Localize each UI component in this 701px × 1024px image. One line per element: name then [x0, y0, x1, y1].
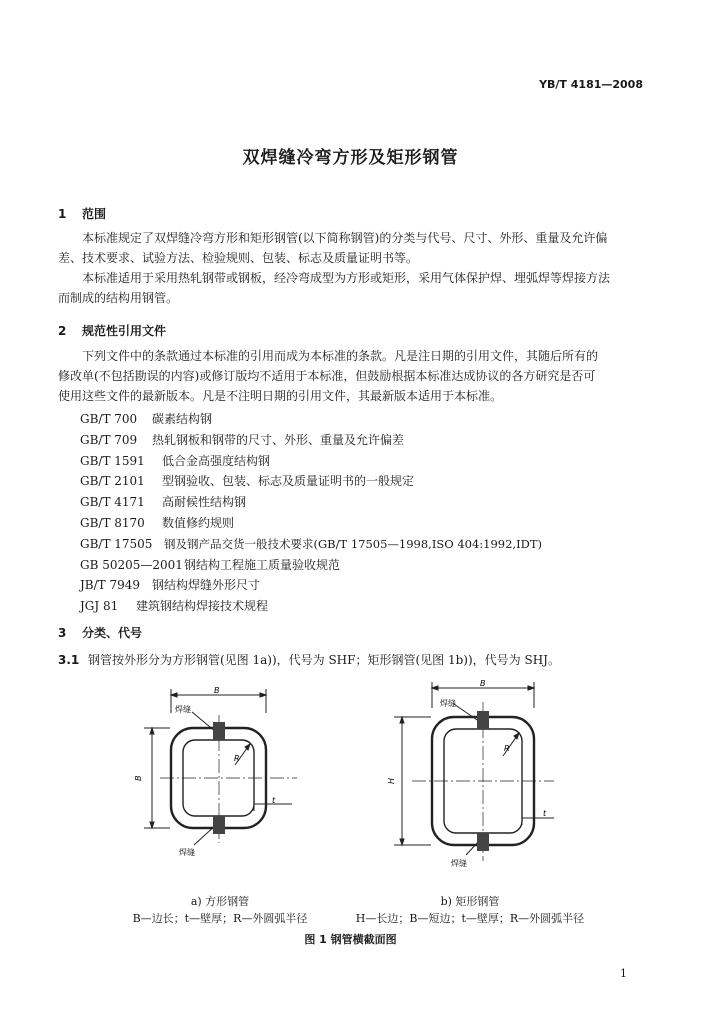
weld-bottom-icon [213, 816, 225, 834]
weld-label-bottom: 焊缝 [179, 848, 195, 857]
figure-1b-caption: b) 矩形钢管 [440, 895, 500, 908]
reference-code: JB/T 7949 [80, 578, 141, 593]
reference-title: 钢结构焊缝外形尺寸 [152, 578, 261, 593]
reference-item [80, 534, 542, 555]
reference-item [80, 451, 542, 472]
section-number: 1 [58, 207, 67, 221]
reference-item [80, 596, 542, 617]
reference-list [80, 409, 542, 617]
figure-1-title: 图 1 钢管横截面图 [304, 933, 397, 946]
dim-t-label: t [543, 809, 547, 818]
weld-label-top: 焊缝 [175, 705, 191, 714]
scope-p2-line2: 而制成的结构用钢管。 [58, 291, 179, 305]
normative-intro-line2: 修改单(不包括勘误的内容)或修订版均不适用于本标准，但鼓励根据本标准达成协议的各方研究是否可 [58, 369, 596, 383]
dim-b-label: B [480, 679, 486, 688]
reference-code: JGJ 81 [80, 599, 119, 614]
reference-code: GB/T 709 [80, 432, 138, 447]
section-1-heading [58, 205, 106, 222]
reference-title: 数值修约规则 [162, 515, 235, 530]
reference-item [80, 492, 542, 513]
dim-b-label: B [214, 686, 220, 695]
dim-b-side-label: B [134, 775, 143, 781]
weld-label-top: 焊缝 [440, 699, 456, 708]
reference-title: 热轧钢板和钢带的尺寸、外形、重量及允许偏差 [152, 432, 405, 447]
reference-item [80, 471, 542, 492]
reference-title: 型钢验收、包装、标志及质量证明书的一般规定 [162, 474, 415, 489]
section-number: 2 [58, 324, 67, 338]
scope-p2-line1: 本标准适用于采用热轧钢带或钢板，经冷弯成型为方形或矩形，采用气体保护焊、埋弧焊等焊接方法 [82, 271, 611, 285]
dim-h-label: H [387, 777, 396, 784]
normative-intro [58, 346, 648, 406]
reference-title: 钢及钢产品交货一般技术要求(GB/T 17505—1998,ISO 404:1992,IDT) [164, 536, 542, 551]
clause-number: 3.1 [58, 653, 80, 667]
reference-title: 建筑钢结构焊接技术规程 [136, 599, 269, 614]
scope-p1-line2: 差、技术要求、试验方法、检验规则、包装、标志及质量证明书等。 [58, 251, 419, 265]
reference-code: GB/T 8170 [80, 515, 145, 530]
scope-paragraphs [58, 228, 648, 308]
weld-top-icon [477, 711, 489, 729]
section-2-heading [58, 322, 166, 339]
dim-r-label: R [504, 744, 510, 753]
reference-code: GB 50205—2001 [80, 557, 183, 572]
page-number: 1 [620, 967, 627, 980]
figure-1a-square-tube [130, 683, 310, 868]
figure-1b-legend: H—长边；B—短边；t—壁厚；R—外圆弧半径 [355, 912, 585, 925]
section-3-heading [58, 624, 142, 641]
figure-1a-legend: B—边长；t—壁厚；R—外圆弧半径 [132, 912, 308, 925]
weld-bottom-icon [477, 833, 489, 851]
figure-1b-rectangular-tube [382, 678, 562, 873]
clause-3-1 [58, 650, 560, 670]
reference-item [80, 575, 542, 596]
standard-code: YB/T 4181—2008 [539, 78, 643, 91]
document-title: 双焊缝冷弯方形及矩形钢管 [242, 148, 459, 168]
reference-item [80, 409, 542, 430]
reference-title: 钢结构工程施工质量验收规范 [184, 557, 341, 572]
figure-1a-caption: a) 方形钢管 [190, 895, 250, 908]
reference-item [80, 513, 542, 534]
reference-item [80, 430, 542, 451]
reference-code: GB/T 700 [80, 412, 138, 426]
clause-text: 钢管按外形分为方形钢管(见图 1a))，代号为 SHF；矩形钢管(见图 1b))，代号为 SHJ。 [88, 653, 560, 667]
section-title: 范围 [82, 207, 107, 221]
reference-title: 高耐候性结构钢 [162, 495, 247, 510]
reference-code: GB/T 2101 [80, 474, 145, 489]
reference-item [80, 555, 542, 576]
normative-intro-line3: 使用这些文件的最新版本。凡是不注明日期的引用文件，其最新版本适用于本标准。 [58, 389, 503, 403]
scope-p1-line1: 本标准规定了双焊缝冷弯方形和矩形钢管(以下简称钢管)的分类与代号、尺寸、外形、重量及允许偏 [82, 231, 608, 245]
section-title: 规范性引用文件 [82, 324, 167, 338]
reference-code: GB/T 1591 [80, 453, 145, 468]
section-title: 分类、代号 [82, 626, 143, 640]
reference-title: 碳素结构钢 [152, 412, 213, 426]
weld-label-bottom: 焊缝 [451, 859, 467, 868]
normative-intro-line1: 下列文件中的条款通过本标准的引用而成为本标准的条款。凡是注日期的引用文件，其随后所有的 [82, 349, 599, 363]
reference-code: GB/T 17505 [80, 536, 153, 551]
dim-t-label: t [272, 796, 276, 805]
section-number: 3 [58, 626, 67, 640]
dim-r-label: R [234, 754, 240, 763]
reference-code: GB/T 4171 [80, 495, 145, 510]
weld-top-icon [213, 722, 225, 740]
reference-title: 低合金高强度结构钢 [162, 453, 271, 468]
